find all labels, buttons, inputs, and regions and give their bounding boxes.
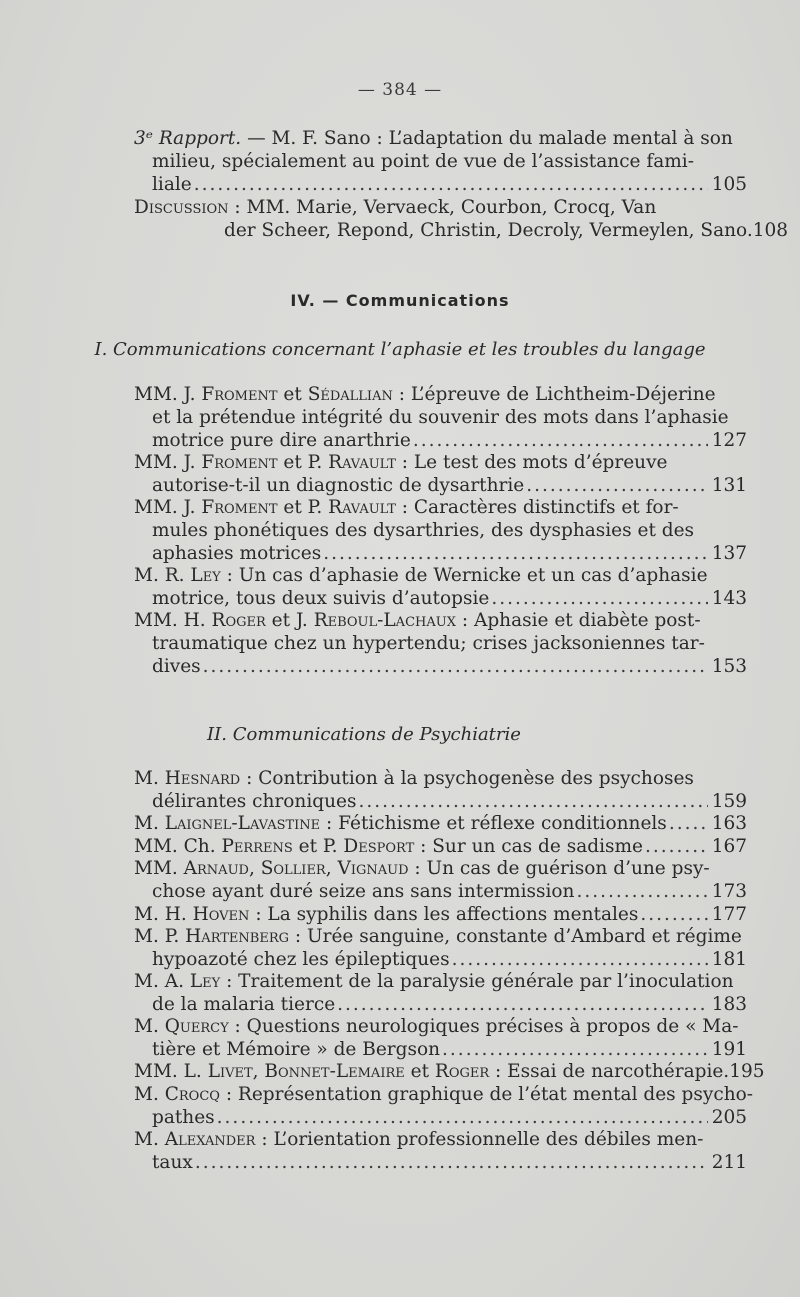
author-name: Quercy: [164, 1016, 229, 1037]
page-ref: 153: [711, 656, 747, 677]
page-ref: 163: [711, 813, 747, 834]
page-ref: 181: [711, 949, 747, 970]
toc-entry-lead: délirantes chroniques ..... 159: [152, 791, 747, 813]
rapport-label: 3ᵉ Rapport.: [134, 128, 242, 149]
toc-entry-lead: autorise-t-il un diagnostic de dysarthrie ..... 131: [152, 475, 747, 497]
author-name: Froment: [201, 497, 278, 518]
toc-entry-line: mules phonétiques des dysarthries, des dysphasies et des: [152, 520, 695, 541]
rapport-text-3: liale: [152, 174, 192, 195]
discussion-entry-lead: [224, 220, 789, 242]
author-name: Alexander: [164, 1129, 256, 1150]
toc-entry-lead: taux ..... 211: [152, 1152, 747, 1174]
discussion-text-1: : MM. Marie, Vervaeck, Courbon, Crocq, Van: [228, 197, 657, 218]
page-ref: 105: [711, 174, 747, 195]
toc-entry-lead: dives ..... 153: [152, 656, 747, 678]
section-heading: IV. — Communications: [290, 291, 510, 310]
toc-entry-lead: aphasies motrices ..... 137: [152, 543, 747, 565]
page-ref: 167: [711, 836, 747, 857]
toc-entry-lead: hypoazoté chez les épileptiques ..... 181: [152, 949, 747, 971]
author-name: Hoven: [192, 904, 250, 925]
author-name: Ravault: [328, 497, 396, 518]
author-name: Froment: [201, 384, 278, 405]
toc-entry-line: MM. Arnaud, Sollier, Vignaud : Un cas de guérison d’une psy-: [134, 858, 710, 879]
toc-entry-lead: MM. Ch. Perrens et P. Desport : Sur un cas de sadisme ..... 167: [134, 836, 747, 858]
author-name: Roger: [211, 610, 266, 631]
toc-entry-lead: tière et Mémoire » de Bergson ..... 191: [152, 1039, 747, 1061]
toc-entry-line: traumatique chez un hypertendu; crises jacksoniennes tar-: [152, 633, 705, 654]
toc-entry-line: MM. J. Froment et Sédallian : L’épreuve de Lichtheim-Déjerine: [134, 384, 716, 405]
toc-entry-line: et la prétendue intégrité du souvenir des mots dans l’aphasie: [152, 407, 729, 428]
page-ref: 159: [711, 791, 747, 812]
page-ref: 183: [711, 994, 747, 1015]
toc-entry-lead: M. H. Hoven : La syphilis dans les affections mentales ..... 177: [134, 904, 747, 926]
author-name: Sédallian: [307, 384, 393, 405]
subsection-heading-2: II. Communications de Psychiatrie: [207, 724, 521, 745]
toc-entry-line: M. Alexander : L’orientation professionnelle des débiles men-: [134, 1129, 704, 1150]
author-name: Laignel-Lavastine: [164, 813, 321, 834]
toc-entry-lead: pathes ..... 205: [152, 1107, 747, 1129]
page-ref: 211: [711, 1152, 747, 1173]
author-name: Froment: [201, 452, 278, 473]
author-name: Arnaud, Sollier, Vignaud: [183, 858, 409, 879]
author-name: Hesnard: [164, 768, 241, 789]
toc-entry-line: M. Crocq : Représentation graphique de l’état mental des psycho-: [134, 1084, 754, 1105]
subsection-heading-1: I. Communications concernant l’aphasie et les troubles du langage: [94, 339, 706, 360]
author-name: Livet, Bonnet-Lemaire: [207, 1061, 405, 1082]
toc-entry-lead: M. Laignel-Lavastine : Fétichisme et réflexe conditionnels ..... 163: [134, 813, 747, 835]
author-name: Ley: [190, 565, 221, 586]
toc-entry-lead: MM. L. Livet, Bonnet-Lemaire et Roger : Essai de narcothérapie. 195: [134, 1061, 765, 1082]
author-name: Crocq: [164, 1084, 220, 1105]
page-ref: 205: [711, 1107, 747, 1128]
rapport-line-1: [134, 128, 733, 150]
author-name: Roger: [434, 1061, 490, 1082]
discussion-label: Discussion: [134, 197, 229, 218]
discussion-text-2: der Scheer, Repond, Christin, Decroly, Vermeylen, Sano.: [224, 220, 753, 241]
toc-entry-line: M. R. Ley : Un cas d’aphasie de Wernicke et un cas d’aphasie: [134, 565, 708, 586]
rapport-entry-lead: [152, 174, 747, 196]
toc-entry-line: M. A. Ley : Traitement de la paralysie générale par l’inoculation: [134, 971, 734, 992]
author-name: Desport: [343, 836, 415, 857]
rapport-text-1: — M. F. Sano : L’adaptation du malade mental à son: [241, 128, 733, 149]
toc-entry-line: M. Hesnard : Contribution à la psychogenèse des psychoses: [134, 768, 694, 789]
page-ref: 131: [711, 475, 747, 496]
page-ref: 173: [711, 881, 747, 902]
toc-entry-lead: chose ayant duré seize ans sans intermission ..... 173: [152, 881, 747, 903]
page-ref: 177: [711, 904, 747, 925]
author-name: Reboul-Lachaux: [313, 610, 456, 631]
author-name: Ravault: [328, 452, 396, 473]
page-ref: 108: [752, 220, 789, 241]
page-number: — 384 —: [357, 80, 443, 100]
page-ref: 143: [711, 588, 747, 609]
toc-entry-lead: de la malaria tierce ..... 183: [152, 994, 747, 1016]
toc-entry-line: MM. J. Froment et P. Ravault : Le test des mots d’épreuve: [134, 452, 668, 473]
author-name: Ley: [189, 971, 221, 992]
page-ref: 137: [711, 543, 747, 564]
toc-entry-line: M. Quercy : Questions neurologiques précises à propos de « Ma-: [134, 1016, 739, 1037]
page-ref: 127: [711, 430, 747, 451]
author-name: Perrens: [221, 836, 293, 857]
page-ref: 191: [711, 1039, 747, 1060]
toc-entry-line: MM. J. Froment et P. Ravault : Caractères distinctifs et for-: [134, 497, 679, 518]
toc-entry-lead: motrice pure dire anarthrie ..... 127: [152, 430, 747, 452]
page-ref: 195: [729, 1061, 765, 1082]
toc-entry-line: M. P. Hartenberg : Urée sanguine, constante d’Ambard et régime: [134, 926, 742, 947]
toc-entry-lead: motrice, tous deux suivis d’autopsie ..... 143: [152, 588, 747, 610]
discussion-line-1: [134, 197, 656, 219]
rapport-line-2: milieu, spécialement au point de vue de l’assistance fami-: [152, 151, 694, 172]
toc-entry-line: MM. H. Roger et J. Reboul-Lachaux : Aphasie et diabète post-: [134, 610, 701, 631]
author-name: Hartenberg: [185, 926, 290, 947]
